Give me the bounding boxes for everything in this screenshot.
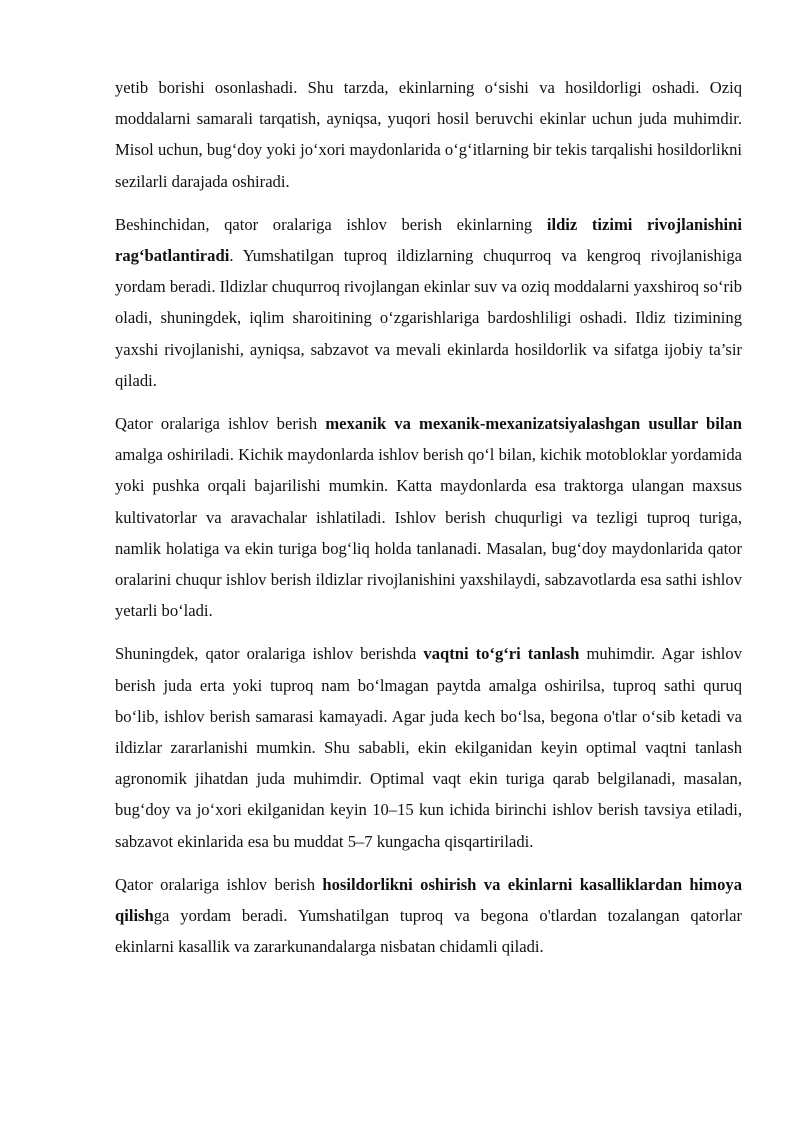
paragraph bbox=[115, 209, 742, 396]
paragraph-text: ga yordam beradi. Yumshatilgan tuproq va begona o'tlardan tozalangan qatorlar ekinlarni kasallik va zararkunandalarga nisbatan chidamli qiladi. bbox=[115, 906, 742, 957]
paragraph bbox=[115, 72, 742, 197]
bold-phrase: vaqtni to‘g‘ri tanlash bbox=[423, 644, 580, 664]
paragraph-text: amalga oshiriladi. Kichik maydonlarda ishlov berish qo‘l bilan, kichik motobloklar yordamida yoki pushka orqali bajarilishi mumkin. Katta maydonlarda esa traktorga ulangan maxsus kultivatorlar va aravachalar ishlatiladi. Ishlov berish chuqurligi va tezligi tuproq turiga, namlik holatiga va ekin turiga bog‘liq holda tanlanadi. Masalan, bug‘doy maydonlarida qator oralarini chuqur ishlov berish ildizlar rivojlanishini yaxshilaydi, sabzavotlarda esa sathi ishlov yetarli bo‘ladi. bbox=[115, 445, 742, 621]
paragraph-text: Beshinchidan, qator oralariga ishlov berish ekinlarning bbox=[115, 214, 547, 234]
paragraph-text: Qator oralariga ishlov berish bbox=[115, 874, 323, 894]
paragraph-text: yetib borishi osonlashadi. Shu tarzda, ekinlarning o‘sishi va hosildorligi oshadi. Oziq moddalarni samarali tarqatish, ayniqsa, yuqori hosil beruvchi ekinlar uchun juda muhimdir. Misol uchun, bug‘doy yoki jo‘xori maydonlarida o‘g‘itlarning bir tekis tarqalishi hosildorlikni sezilarli darajada oshiradi. bbox=[115, 78, 742, 191]
paragraph-text: . Yumshatilgan tuproq ildizlarning chuqurroq va kengroq rivojlanishiga yordam beradi. Ildizlar chuqurroq rivojlangan ekinlar suv va oziq moddalarni yaxshiroq so‘rib oladi, shuningdek, iqlim sharoitining o‘zgarishlariga bardoshliligi oshadi. Ildiz tizimining yaxshi rivojlanishi, ayniqsa, sabzavot va mevali ekinlarda hosildorlik va sifatga ijobiy ta’sir qiladi. bbox=[115, 246, 742, 390]
bold-phrase: ildiz tizimi rivojlanishini rag‘batlantiradi bbox=[115, 214, 742, 266]
paragraph-text: Shuningdek, qator oralariga ishlov berishda bbox=[115, 644, 424, 664]
paragraph-text: muhimdir. Agar ishlov berish juda erta yoki tuproq nam bo‘lmagan paytda amalga oshirilsa, tuproq sathi quruq bo‘lib, ishlov berish samarasi kamayadi. Agar juda kech bo‘lsa, begona o'tlar o‘sib ketadi va ildizlar zararlanishi mumkin. Shu sababli, ekin ekilganidan keyin optimal vaqtni tanlash agronomik jihatdan juda muhimdir. Optimal vaqt ekin turiga qarab belgilanadi, masalan, bug‘doy va jo‘xori ekilganidan keyin 10–15 kun ichida birinchi ishlov berish tavsiya etiladi, sabzavot ekinlarida esa bu muddat 5–7 kungacha qisqartiriladi. bbox=[115, 644, 742, 851]
paragraph bbox=[115, 638, 742, 856]
paragraph-text: Qator oralariga ishlov berish bbox=[115, 414, 326, 434]
bold-phrase: hosildorlikni oshirish va ekinlarni kasalliklardan himoya qilish bbox=[115, 874, 742, 926]
paragraph bbox=[115, 408, 742, 626]
bold-phrase: mexanik va mexanik-mexanizatsiyalashgan usullar bilan bbox=[325, 414, 742, 434]
document-page bbox=[115, 72, 742, 974]
paragraph bbox=[115, 869, 742, 963]
